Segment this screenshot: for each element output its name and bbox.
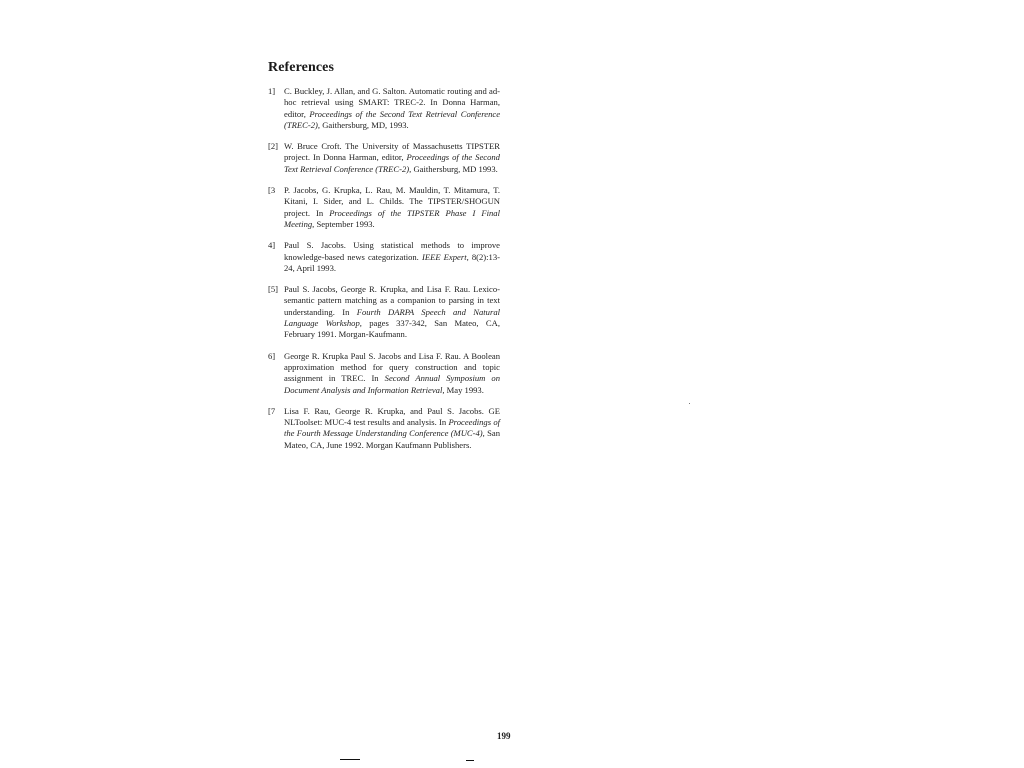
reference-text-segment: Paul S. Jacobs, George R. Krupka, and Lisa F. Rau. Lexico-semantic pattern matching as a companion to parsing in text understanding. In [284, 284, 500, 317]
reference-text [284, 406, 500, 451]
reference-number: 6] [268, 350, 276, 361]
reference-entry [268, 185, 500, 230]
references-heading: References [268, 60, 335, 75]
reference-text-segment: , May 1993. [442, 384, 484, 395]
reference-entry [268, 240, 500, 274]
reference-title-italic: Proceedings of the Fourth Message Understanding Conference (MUC-4) [284, 417, 500, 439]
reference-text-segment: , Gaithersburg, MD 1993. [409, 163, 498, 174]
reference-entry [268, 86, 500, 131]
reference-number: [2] [268, 141, 279, 152]
reference-text-segment: P. Jacobs, G. Krupka, L. Rau, M. Mauldin, T. Mitamura, T. Kitani, I. Sider, and L. Childs. The TIPSTER/SHOGUN project. In [284, 185, 500, 218]
reference-number: [7 [268, 405, 276, 416]
footer-rule-left [340, 759, 360, 760]
reference-number: 4] [268, 240, 276, 251]
reference-title-italic: Proceedings of the Second Text Retrieval Conference (TREC-2) [284, 152, 500, 174]
reference-text-segment: , 8(2):13-24, April 1993. [284, 251, 500, 273]
page-number: 199 [497, 731, 511, 741]
reference-title-italic: Second Annual Symposium on Document Analysis and Information Retrieval [284, 373, 501, 395]
reference-number: 1] [268, 86, 276, 96]
reference-text-segment: , September 1993. [312, 218, 375, 229]
reference-text-segment: Paul S. Jacobs. Using statistical methods to improve knowledge-based news categorization. [284, 240, 500, 262]
scan-speck [689, 403, 690, 404]
footer-rule-right [466, 760, 474, 761]
reference-entry [268, 406, 500, 451]
reference-number: [5] [268, 284, 279, 295]
reference-list [268, 86, 500, 461]
reference-title-italic: Proceedings of the TIPSTER Phase I Final Meeting [284, 207, 500, 229]
reference-text [284, 185, 500, 230]
reference-entry [268, 284, 500, 340]
reference-number: [3 [268, 185, 276, 196]
reference-text-segment: , San Mateo, CA, June 1992. Morgan Kaufmann Publishers. [284, 428, 500, 450]
reference-text-segment: , Gaithersburg, MD, 1993. [317, 119, 409, 130]
reference-title-italic: Proceedings of the Second Text Retrieval Conference (TREC-2) [284, 108, 501, 130]
reference-text-segment: Lisa F. Rau, George R. Krupka, and Paul S. Jacobs. GE NLToolset: MUC-4 test results and analysis. In [284, 405, 500, 428]
reference-text [284, 351, 500, 396]
reference-title-italic: IEEE Expert [421, 251, 467, 262]
reference-text-segment: , pages 337-342, San Mateo, CA, February 1991. Morgan-Kaufmann. [284, 318, 500, 340]
reference-title-italic: Fourth DARPA Speech and Natural Language Workshop [284, 306, 501, 329]
reference-entry [268, 141, 500, 175]
reference-text-segment: W. Bruce Croft. The University of Massachusetts TIPSTER project. In Donna Harman, editor, [284, 141, 500, 163]
reference-entry [268, 351, 500, 396]
reference-text-segment: George R. Krupka Paul S. Jacobs and Lisa F. Rau. A Boolean approximation method for query construction and topic assignment in TREC. In [284, 350, 500, 384]
reference-text [284, 86, 500, 131]
reference-text [284, 141, 500, 175]
reference-text-segment: C. Buckley, J. Allan, and G. Salton. Automatic routing and ad-hoc retrieval using SMART: TREC-2. In Donna Harman, editor, [284, 86, 500, 119]
reference-text [284, 284, 500, 340]
reference-text [284, 240, 500, 274]
